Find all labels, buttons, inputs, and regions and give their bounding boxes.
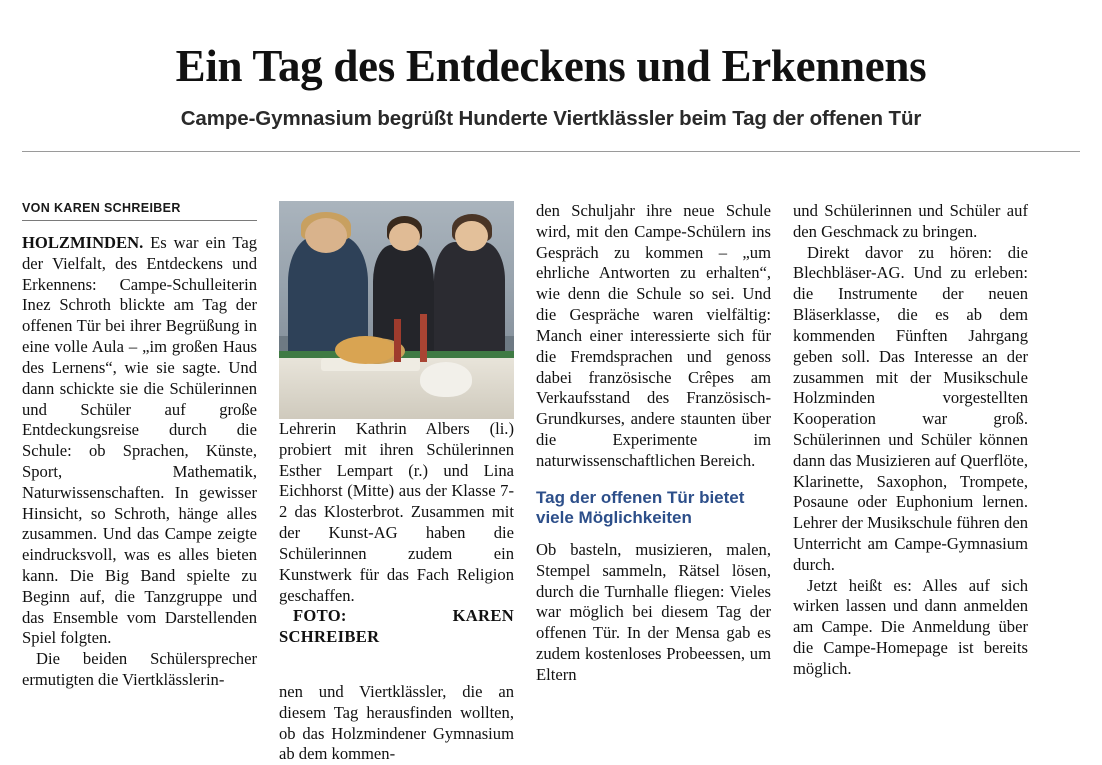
article-photo bbox=[279, 201, 514, 419]
header-divider bbox=[22, 151, 1080, 152]
column-3 bbox=[536, 201, 771, 765]
photo-caption: Lehrerin Kathrin Albers (li.) probiert mit ihren Schülerinnen Esther Lempart (r.) und Lina Eichhorst (Mitte) aus der Klasse 7-2 das Klosterbrot. Zusammen mit der Kunst-AG haben die Schülerinnen zudem ein Kunstwerk für das Fach Religion geschaffen. bbox=[279, 419, 514, 605]
photo-candle-right bbox=[420, 314, 427, 362]
photo-person-right-body bbox=[434, 242, 505, 368]
article-columns bbox=[22, 201, 1080, 765]
column-1 bbox=[22, 201, 257, 765]
lead-paragraph bbox=[22, 233, 257, 649]
column-2 bbox=[279, 201, 514, 765]
byline: VON KAREN SCHREIBER bbox=[22, 201, 181, 215]
column-1-paragraph-2: Die beiden Schülersprecher ermutigten die Viertklässlerin- bbox=[22, 649, 257, 690]
column-4-paragraph-3: Jetzt heißt es: Alles auf sich wirken lassen und dann anmelden am Campe. Die Anmeldung über die Campe-Homepage ist bereits möglich. bbox=[793, 575, 1028, 678]
article-subhead: Campe-Gymnasium begrüßt Hunderte Viertklässler beim Tag der offenen Tür bbox=[180, 107, 922, 131]
column-4-paragraph-1: und Schülerinnen und Schüler auf den Geschmack zu bringen. bbox=[793, 201, 1028, 241]
dateline: HOLZMINDEN. bbox=[22, 233, 144, 252]
column-2-paragraph: nen und Viertklässler, die an diesem Tag herausfinden wollten, ob das Holzmindener Gymnasium ab dem kommen- bbox=[279, 681, 514, 764]
photo-candle-left bbox=[394, 319, 401, 363]
photo-person-right-head bbox=[455, 221, 488, 252]
byline-divider bbox=[22, 220, 257, 221]
page-title: Ein Tag des Entdeckens und Erkennens bbox=[175, 41, 927, 91]
column-4-paragraph-2: Direkt davor zu hören: die Blechbläser-AG. Und zu erleben: die Instrumente der neuen Bläserklasse, die es ab dem kommenden Fünften Jahrgang geben soll. Das Interesse an der zusammen mit der Musikschule Holzminden vorgestellten Kooperation war groß. Schülerinnen und Schüler können dann das Musizieren auf Querflöte, Klarinette, Saxophon, Trompete, Posaune oder Euphonium lernen. Lehrer der Musikschule führen den Unterricht am Campe-Gymnasium durch. bbox=[793, 242, 1028, 574]
photo-person-middle-head bbox=[389, 223, 420, 251]
column-3-paragraph-2: Ob basteln, musizieren, malen, Stempel sammeln, Rätsel lösen, durch die Turnhalle fliegen: Vieles war möglich bei diesem Tag der offenen Tür. In der Mensa gab es zudem kostenloses Probeessen, um Eltern bbox=[536, 540, 771, 684]
column-4 bbox=[793, 201, 1028, 765]
photo-bowl bbox=[420, 362, 472, 397]
column-3-paragraph-1: den Schuljahr ihre neue Schule wird, mit den Campe-Schülern ins Gespräch zu kommen – „um ehrliche Antworten zu erhalten“, wie denn die Schule so sei. Und die Gespräche waren vielfältig: Manch einer interessierte sich für die Fremdsprachen und genoss dabei französische Crêpes am Verkaufsstand des Französisch-Grundkurses, andere staunten über die Experimente im naturwissenschaftlichen Bereich. bbox=[536, 201, 771, 470]
newspaper-page bbox=[0, 41, 1102, 764]
column-2-gap bbox=[279, 648, 514, 682]
crosshead: Tag der offenen Tür bietet viele Möglichkeiten bbox=[536, 487, 745, 528]
photo-credit: FOTO: KAREN SCHREIBER bbox=[279, 606, 514, 647]
lead-text: Es war ein Tag der Vielfalt, des Entdeckens und Erkennens: Campe-Schulleiterin Inez Schroth blickte am Tag der offenen Tür bei ihrer Begrüßung in eine volle Aula – „im großen Haus des Lernens“, wie sie sagte. Und dann schickte sie die Schülerinnen und Schüler auf große Entdeckungsreise durch die Schule: ob Sprachen, Künste, Sport, Mathematik, Naturwissenschaften. In gewisser Hinsicht, so Schroth, hänge alles zusammen. Und das Campe zeigte eindrucksvoll, was es alles bieten kann. Die Big Band spielte zu Beginn auf, die Tanzgruppe und das Ensemble vom Darstellenden Spiel folgten. bbox=[22, 233, 257, 648]
